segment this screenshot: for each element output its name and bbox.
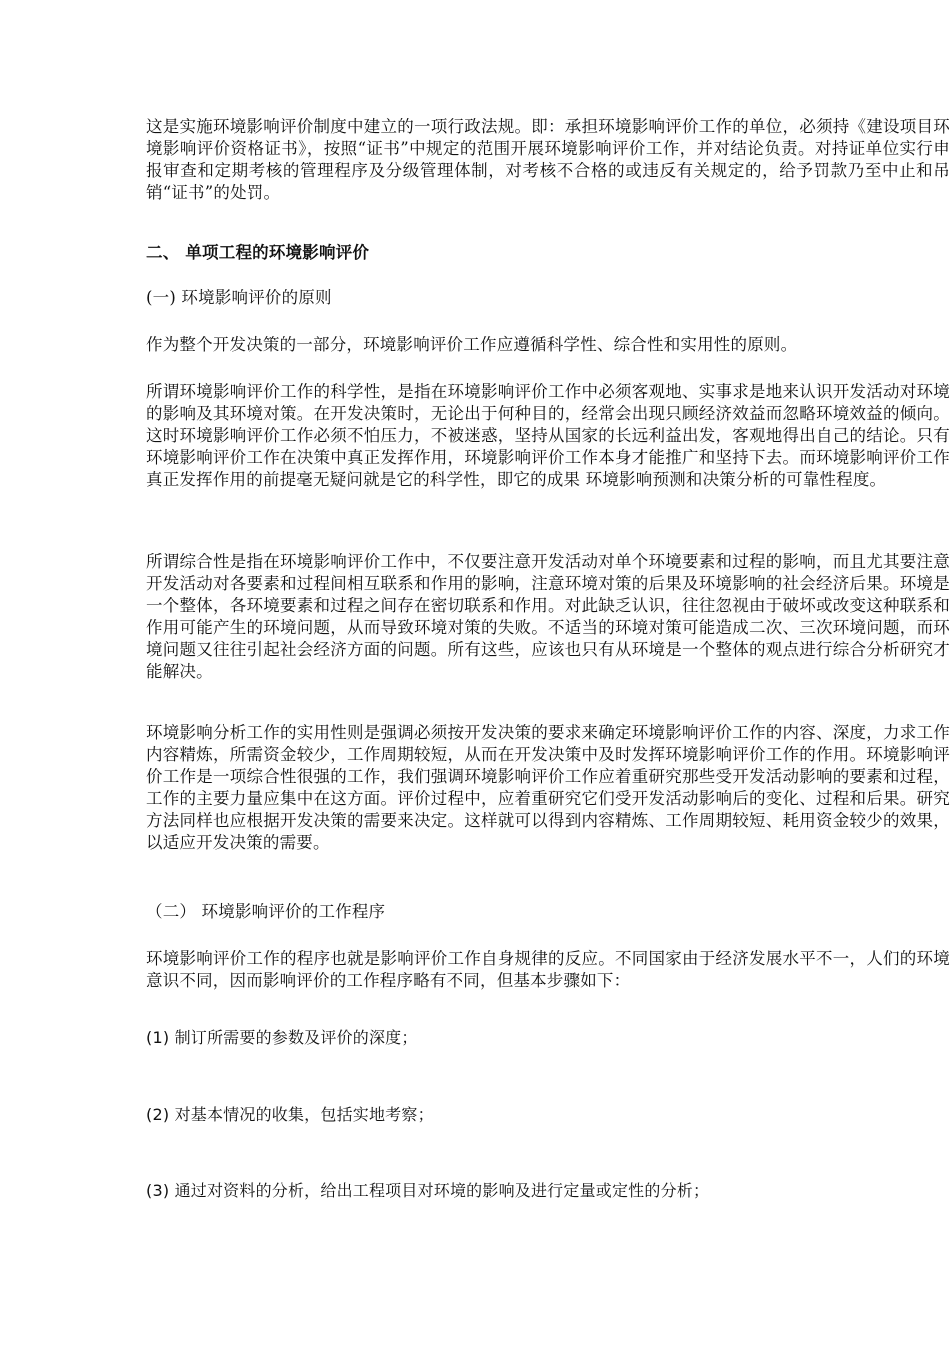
step-number: (2) xyxy=(146,1105,170,1124)
step-text: 通过对资料的分析，给出工程项目对环境的影响及进行定量或定性的分析； xyxy=(174,1181,710,1200)
paragraph-qualification-certificate: 这是实施环境影响评价制度中建立的一项行政法规。即：承担环境影响评价工作的单位，必须持《建设项目环境影响评价资格证书》，按照“证书”中规定的范围开展环境影响评价工作，并对结论负责。对持证单位实行申报审查和定期考核的管理程序及分级管理体制，对考核不合格的或违反有关规定的，给予罚款乃至中止和吊销“证书”的处罚。 xyxy=(146,117,950,202)
step-text: 制订所需要的参数及评价的深度； xyxy=(174,1028,418,1047)
subheading-eia-principles: (一) 环境影响评价的原则 xyxy=(146,288,332,307)
paragraph-procedure-intro: 环境影响评价工作的程序也就是影响评价工作自身规律的反应。不同国家由于经济发展水平不一，人们的环境意识不同，因而影响评价的工作程序略有不同，但基本步骤如下： xyxy=(146,949,950,990)
paragraph-practical-principle: 环境影响分析工作的实用性则是强调必须按开发决策的要求来确定环境影响评价工作的内容、深度，力求工作内容精炼，所需资金较少，工作周期较短，从而在开发决策中及时发挥环境影响评价工作的作用。环境影响评价工作是一项综合性很强的工作，我们强调环境影响评价工作应着重研究那些受开发活动影响的要素和过程，工作的主要力量应集中在这方面。评价过程中，应着重研究它们受开发活动影响后的变化、过程和后果。研究方法同样也应根据开发决策的需要来决定。这样就可以得到内容精炼、工作周期较短、耗用资金较少的效果，以适应开发决策的需要。 xyxy=(146,723,950,852)
section-heading-single-project-eia: 二、 单项工程的环境影响评价 xyxy=(146,243,370,262)
step-number: (1) xyxy=(146,1028,170,1047)
list-item-step-1 xyxy=(146,1027,950,1049)
step-number: (3) xyxy=(146,1181,170,1200)
paragraph-comprehensive-principle: 所谓综合性是指在环境影响评价工作中，不仅要注意开发活动对单个环境要素和过程的影响，而且尤其要注意开发活动对各要素和过程间相互联系和作用的影响，注意环境对策的后果及环境影响的社会经济后果。环境是一个整体，各环境要素和过程之间存在密切联系和作用。对此缺乏认识，往往忽视由于破坏或改变这种联系和作用可能产生的环境问题，从而导致环境对策的失败。不适当的环境对策可能造成二次、三次环境问题，而环境问题又往往引起社会经济方面的问题。所有这些，应该也只有从环境是一个整体的观点进行综合分析研究才能解决。 xyxy=(146,552,950,681)
list-item-step-2 xyxy=(146,1104,950,1126)
subheading-eia-procedure: （二） 环境影响评价的工作程序 xyxy=(146,902,386,921)
paragraph-scientific-principle: 所谓环境影响评价工作的科学性，是指在环境影响评价工作中必须客观地、实事求是地来认识开发活动对环境的影响及其环境对策。在开发决策时，无论出于何种目的，经常会出现只顾经济效益而忽略环境效益的倾向。这时环境影响评价工作必须不怕压力，不被迷惑，坚持从国家的长远利益出发，客观地得出自己的结论。只有环境影响评价工作在决策中真正发挥作用，环境影响评价工作本身才能推广和坚持下去。而环境影响评价工作真正发挥作用的前提毫无疑问就是它的科学性，即它的成果 环境影响预测和决策分析的可靠性程度。 xyxy=(146,382,950,489)
paragraph-principles-intro: 作为整个开发决策的一部分，环境影响评价工作应遵循科学性、综合性和实用性的原则。 xyxy=(146,335,798,354)
step-text: 对基本情况的收集，包括实地考察； xyxy=(174,1105,434,1124)
list-item-step-3 xyxy=(146,1180,950,1202)
